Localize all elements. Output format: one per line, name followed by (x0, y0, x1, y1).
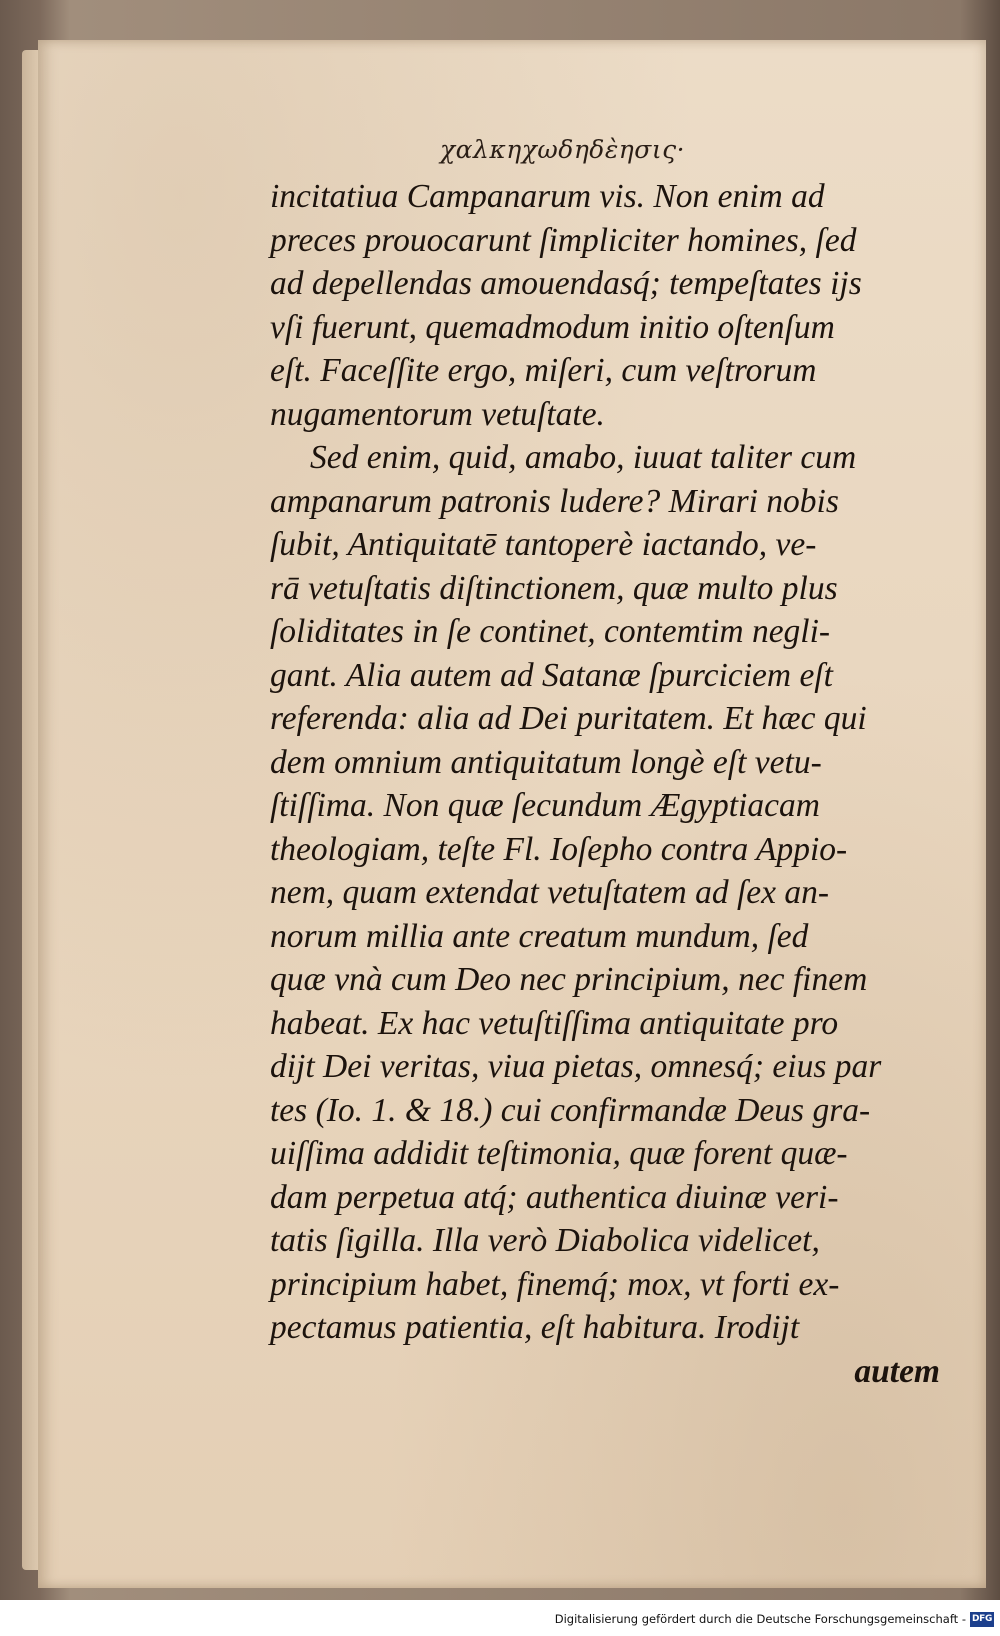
text-line: eſt. Faceſſite ergo, miſeri, cum veſtrorum (270, 352, 817, 389)
text-line: theologiam, teſte Fl. Ioſepho contra Appio- (270, 830, 848, 868)
dfg-logo-icon: DFG (970, 1612, 994, 1627)
footer-credit (555, 1608, 994, 1630)
text-line: referenda: alia ad Dei puritatem. Et hæc qui (270, 700, 867, 737)
text-line: uiſſima addidit teſtimonia, quæ forent quæ- (270, 1135, 848, 1172)
text-line: rā vetuſtatis diſtinctionem, quæ multo plus (270, 569, 838, 607)
text-line: ſubit, Antiquitatē tantoperè iactando, ve- (270, 526, 817, 563)
text-line: Sed enim, quid, amabo, iuuat taliter cum (310, 439, 857, 476)
text-line: quæ vnà cum Deo nec principium, nec finem (270, 961, 868, 998)
text-line: ad depellendas amouendasq́; tempeſtates ijs (270, 265, 862, 302)
footer-credit-text: Digitalisierung gefördert durch die Deutsche Forschungsgemeinschaft - (554, 1612, 966, 1626)
text-line: principium habet, finemq́; mox, vt forti ex- (270, 1265, 840, 1303)
running-head: χαλκηχωδηδὲησις· (440, 135, 686, 164)
text-line: tes (Io. 1. & 18.) cui confirmandæ Deus gra- (270, 1091, 871, 1129)
text-line: gant. Alia autem ad Satanæ ſpurciciem eſt (270, 656, 833, 694)
text-line: dem omnium antiquitatum longè eſt vetu- (270, 743, 822, 781)
text-line: habeat. Ex hac vetuſtiſſima antiquitate pro (270, 1004, 839, 1042)
text-line: ampanarum patronis ludere? Mirari nobis (270, 482, 839, 520)
text-line: vſi fuerunt, quemadmodum initio oſtenſum (270, 308, 835, 346)
text-line: norum millia ante creatum mundum, ſed (270, 917, 809, 955)
text-line: preces prouocarunt ſimpliciter homines, ſed (270, 221, 857, 259)
catchword: autem (854, 1352, 940, 1390)
text-line: dijt Dei veritas, viua pietas, omnesq́; eius par (270, 1048, 882, 1085)
text-line: incitatiua Campanarum vis. Non enim ad (270, 178, 825, 215)
text-line: dam perpetua atq́; authentica diuinæ veri- (270, 1178, 839, 1216)
text-line: nem, quam extendat vetuſtatem ad ſex an- (270, 874, 830, 911)
text-line: ſtiſſima. Non quæ ſecundum Ægyptiacam (270, 787, 820, 824)
text-line: tatis ſigilla. Illa verò Diabolica videlicet, (270, 1222, 820, 1259)
text-line: pectamus patientia, eſt habitura. Irodijt (270, 1309, 800, 1346)
text-line: ſoliditates in ſe continet, contemtim negli- (270, 613, 831, 650)
body-text (270, 175, 970, 1393)
text-line: nugamentorum vetuſtate. (270, 395, 605, 433)
